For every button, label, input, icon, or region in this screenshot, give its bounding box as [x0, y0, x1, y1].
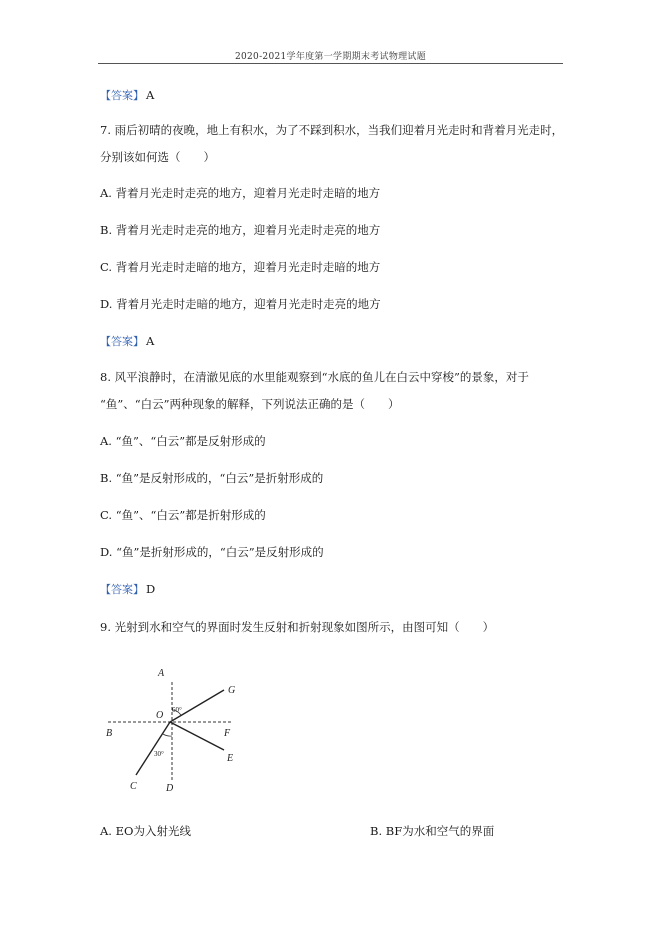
angle-label-30: 30° [154, 750, 164, 758]
q8-stem-line1: 8. 风平浪静时，在清澈见底的水里能观察到“水底的鱼儿在白云中穿梭”的景象，对于 [100, 370, 529, 384]
q9-stem: 9. 光射到水和空气的界面时发生反射和折射现象如图所示，由图可知（ ） [100, 620, 495, 634]
angle-arc-bottom [163, 734, 172, 736]
q7-option-b[interactable]: B. 背着月光走时走亮的地方，迎着月光走时走亮的地方 [100, 223, 381, 237]
q8-option-c[interactable]: C. “鱼”、“白云”都是折射形成的 [100, 508, 266, 522]
answer-tag: 【答案】 [100, 335, 144, 348]
q7-option-d[interactable]: D. 背着月光走时走暗的地方，迎着月光走时走亮的地方 [100, 297, 381, 311]
label-a: A [158, 668, 165, 679]
q8-option-d[interactable]: D. “鱼”是折射形成的，“白云”是反射形成的 [100, 545, 324, 559]
answer-value: D [146, 582, 156, 596]
answer-value: A [146, 334, 155, 348]
answer-tag: 【答案】 [100, 583, 144, 596]
q7-option-a[interactable]: A. 背着月光走时走亮的地方，迎着月光走时走暗的地方 [100, 186, 381, 200]
label-e: E [227, 753, 234, 764]
q8-stem-line2: “鱼”、“白云”两种现象的解释，下列说法正确的是（ ） [100, 397, 400, 411]
ray-oc [136, 722, 170, 775]
answer-tag: 【答案】 [100, 89, 144, 102]
q9-option-b[interactable]: B. BF为水和空气的界面 [370, 824, 495, 838]
answer-q7 [100, 336, 154, 348]
answer-value: A [146, 88, 155, 102]
label-d: D [166, 783, 174, 794]
q7-stem-line2: 分别该如何选（ ） [100, 150, 215, 164]
q9-option-a[interactable]: A. EO为入射光线 [100, 824, 191, 838]
q8-option-a[interactable]: A. “鱼”、“白云”都是反射形成的 [100, 434, 266, 448]
answer-q8 [100, 584, 155, 596]
label-c: C [130, 781, 137, 792]
label-o: O [156, 710, 164, 721]
ray-oe [170, 722, 224, 750]
q7-stem-line1: 7. 雨后初晴的夜晚，地上有积水，为了不踩到积水，当我们迎着月光走时和背着月光走时， [100, 123, 564, 137]
q7-option-c[interactable]: C. 背着月光走时走暗的地方，迎着月光走时走暗的地方 [100, 260, 381, 274]
label-g: G [228, 685, 236, 696]
q8-option-b[interactable]: B. “鱼”是反射形成的，“白云”是折射形成的 [100, 471, 324, 485]
label-f: F [224, 728, 231, 739]
answer-q6 [100, 90, 154, 102]
angle-label-60: 60° [172, 706, 182, 714]
label-b: B [106, 728, 113, 739]
q9-reflection-refraction-figure [100, 660, 250, 800]
page-header: 2020-2021学年度第一学期期末考试物理试题 [234, 52, 427, 62]
header-rule [98, 63, 563, 64]
